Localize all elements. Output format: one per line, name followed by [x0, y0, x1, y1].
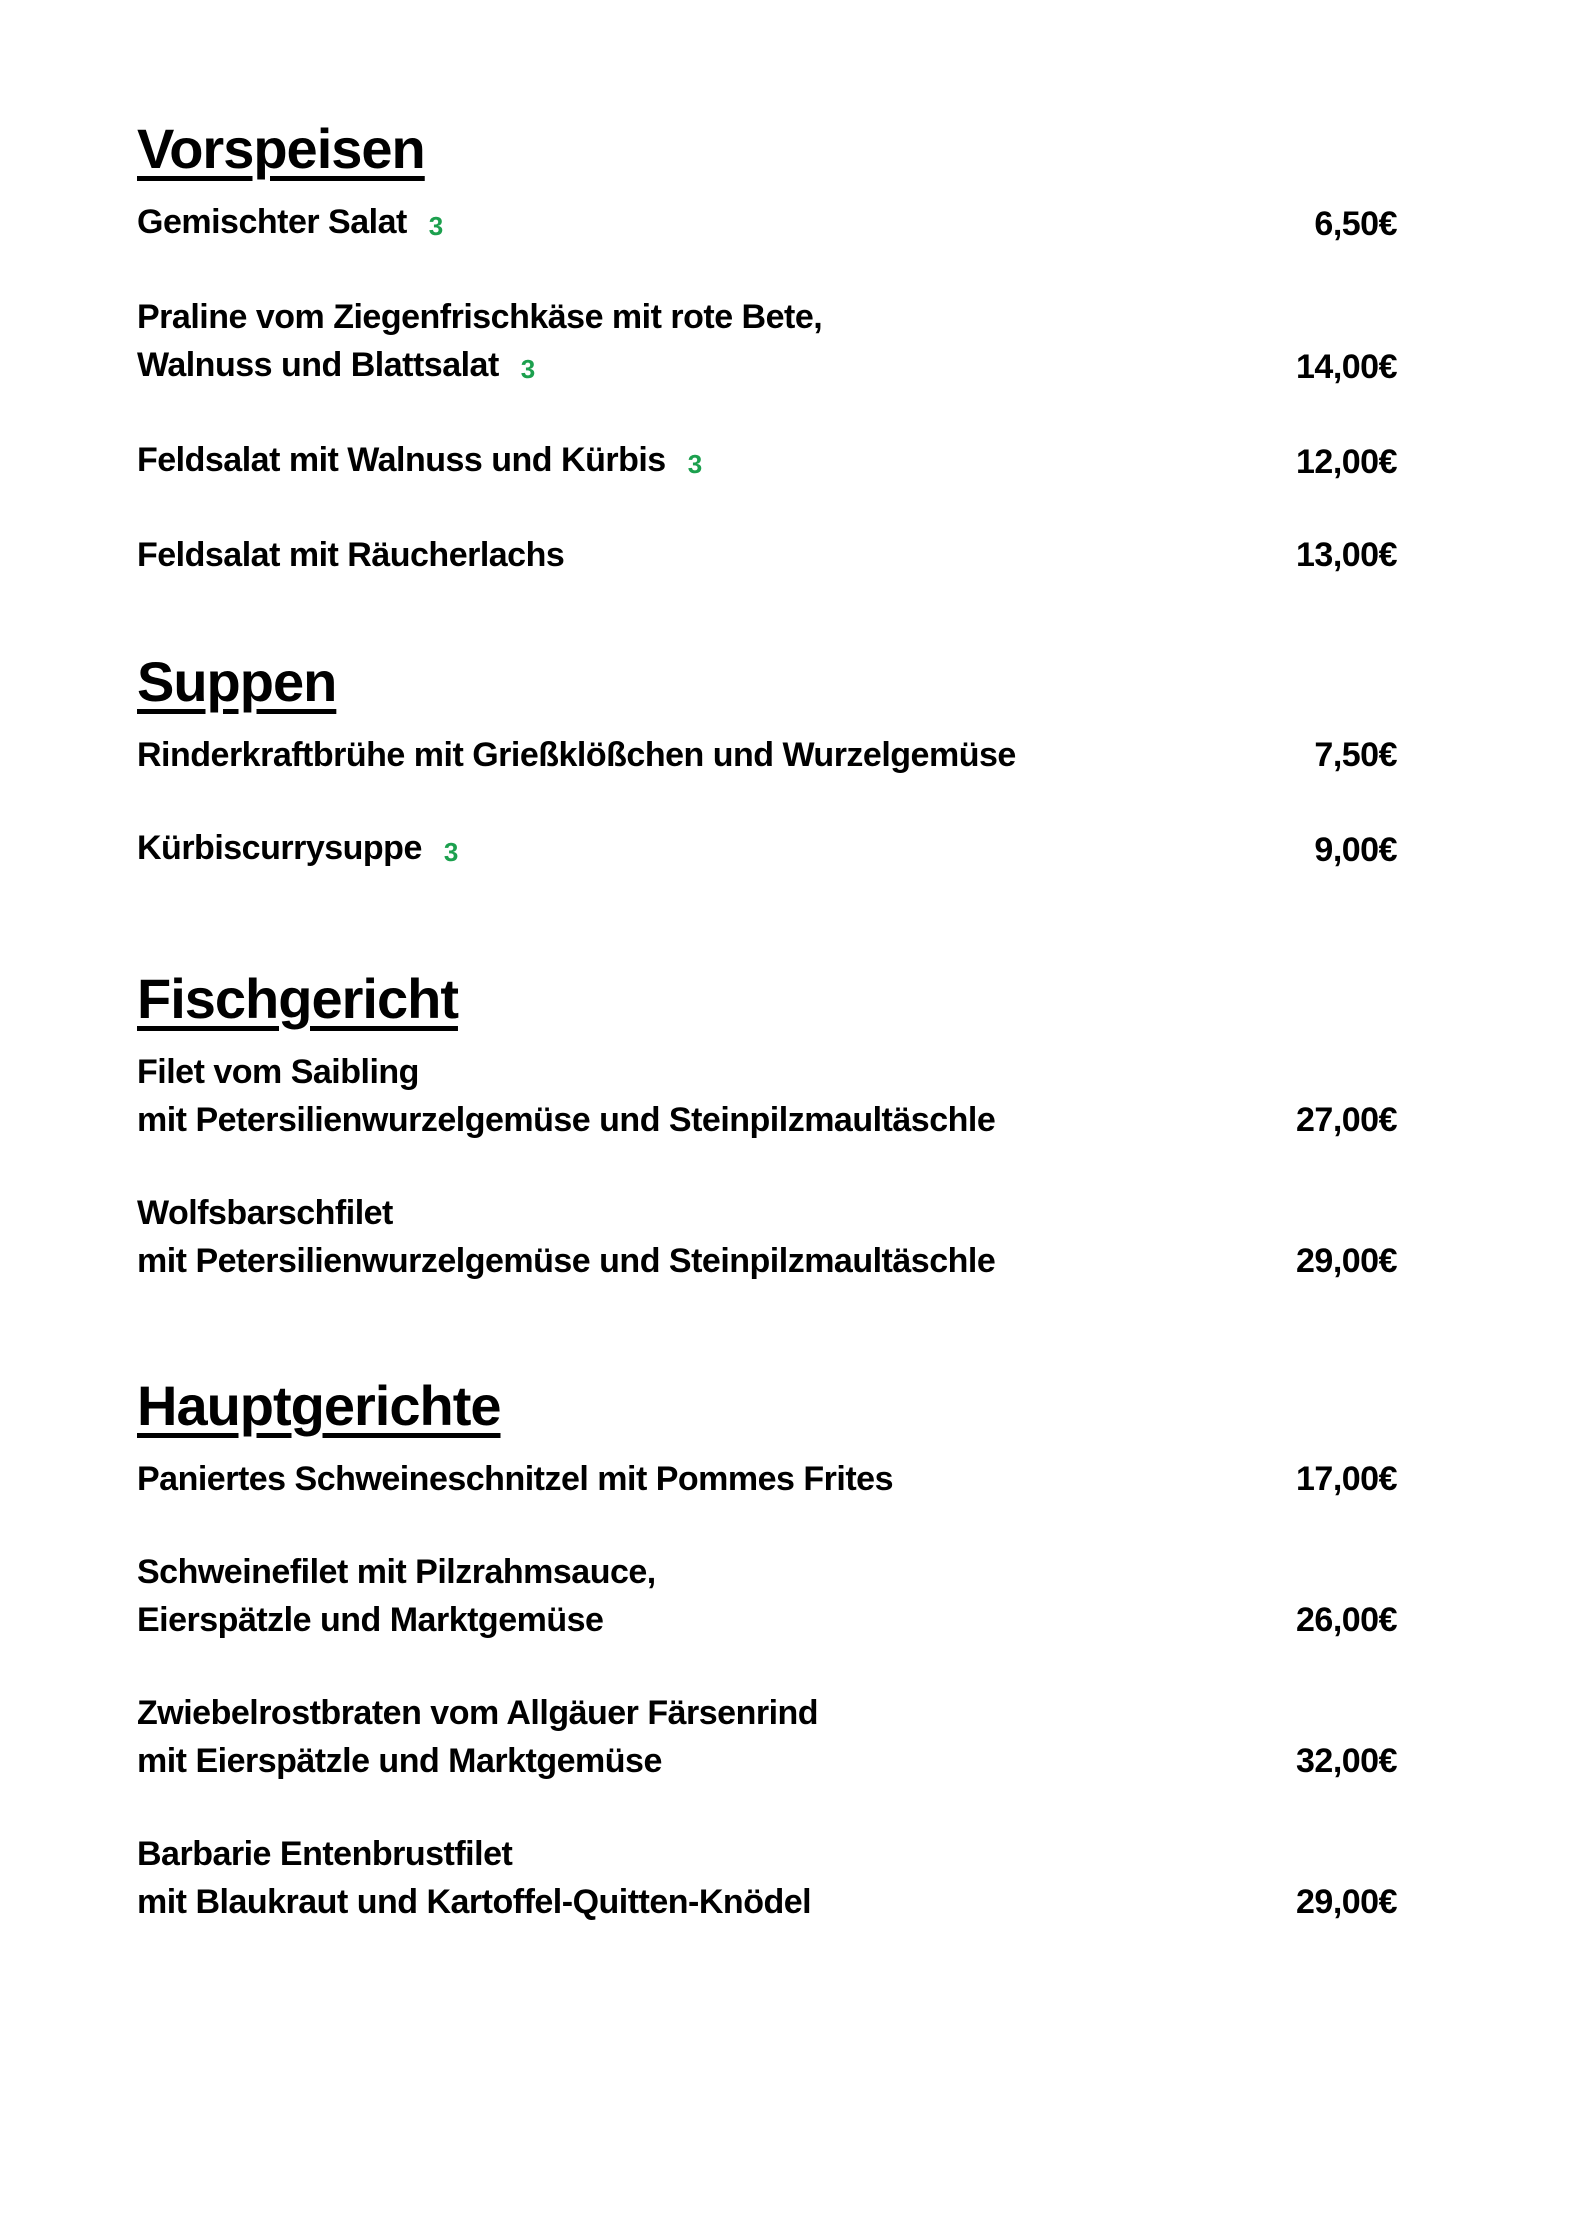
menu-item	[137, 1048, 1397, 1144]
item-price: 14,00€	[1296, 348, 1397, 386]
menu-item	[137, 1689, 1397, 1785]
menu-item	[137, 1830, 1397, 1926]
menu-item	[137, 198, 1397, 248]
item-line-text: Wolfsbarschfilet	[137, 1194, 393, 1232]
menu-content	[137, 116, 1397, 1926]
menu-section-hauptgerichte	[137, 1373, 1397, 1926]
item-line	[137, 1548, 656, 1596]
section-title: Suppen	[137, 650, 337, 713]
item-line-text: Feldsalat mit Räucherlachs	[137, 536, 565, 574]
item-line	[137, 1689, 818, 1737]
item-name	[137, 1048, 995, 1144]
allergen-number: 3	[428, 211, 443, 241]
item-name	[137, 1689, 818, 1785]
item-line	[137, 1596, 656, 1644]
item-price: 9,00€	[1314, 831, 1397, 869]
item-line	[137, 1830, 811, 1878]
item-line	[137, 1189, 995, 1237]
item-line-text: Schweinefilet mit Pilzrahmsauce,	[137, 1553, 656, 1591]
item-line-text: Filet vom Saibling	[137, 1053, 419, 1091]
item-name	[137, 1830, 811, 1926]
item-line	[137, 1237, 995, 1285]
item-line	[137, 1096, 995, 1144]
item-price: 29,00€	[1296, 1883, 1397, 1921]
item-name	[137, 1455, 893, 1503]
item-line	[137, 824, 458, 874]
item-price: 6,50€	[1314, 205, 1397, 243]
menu-item	[137, 1189, 1397, 1285]
item-price: 12,00€	[1296, 443, 1397, 481]
item-line	[137, 731, 1016, 779]
item-line	[137, 341, 822, 391]
item-line-text: Zwiebelrostbraten vom Allgäuer Färsenrind	[137, 1694, 819, 1732]
menu-item	[137, 293, 1397, 391]
item-line-text: Eierspätzle und Marktgemüse	[137, 1601, 604, 1639]
menu-item	[137, 1548, 1397, 1644]
allergen-number: 3	[687, 449, 702, 479]
section-title: Fischgericht	[137, 967, 458, 1030]
menu-section-fischgericht	[137, 966, 1397, 1285]
section-title: Vorspeisen	[137, 117, 425, 180]
item-name	[137, 293, 822, 391]
menu-section-suppen	[137, 649, 1397, 874]
menu-section-vorspeisen	[137, 116, 1397, 579]
item-price: 17,00€	[1296, 1460, 1397, 1498]
item-line-text: Gemischter Salat	[137, 203, 407, 241]
section-title: Hauptgerichte	[137, 1374, 501, 1437]
item-name	[137, 824, 458, 874]
item-price: 29,00€	[1296, 1242, 1397, 1280]
item-line-text: Kürbiscurrysuppe	[137, 829, 422, 867]
item-name	[137, 531, 564, 579]
item-name	[137, 731, 1016, 779]
item-line-text: Walnuss und Blattsalat	[137, 346, 499, 384]
item-price: 26,00€	[1296, 1601, 1397, 1639]
allergen-number: 3	[520, 354, 535, 384]
item-price: 27,00€	[1296, 1101, 1397, 1139]
item-line-text: mit Petersilienwurzelgemüse und Steinpilzmaultäschle	[137, 1101, 996, 1139]
menu-item	[137, 731, 1397, 779]
menu-item	[137, 436, 1397, 486]
item-line	[137, 1048, 995, 1096]
item-line	[137, 1455, 893, 1503]
item-line	[137, 531, 564, 579]
item-price: 13,00€	[1296, 536, 1397, 574]
menu-item	[137, 1455, 1397, 1503]
item-line-text: mit Eierspätzle und Marktgemüse	[137, 1742, 662, 1780]
item-line-text: Feldsalat mit Walnuss und Kürbis	[137, 441, 666, 479]
item-line	[137, 1737, 818, 1785]
item-price: 32,00€	[1296, 1742, 1397, 1780]
item-line	[137, 436, 702, 486]
item-line-text: mit Petersilienwurzelgemüse und Steinpilzmaultäschle	[137, 1242, 996, 1280]
item-line-text: Rinderkraftbrühe mit Grießklößchen und Wurzelgemüse	[137, 736, 1016, 774]
item-price: 7,50€	[1314, 736, 1397, 774]
item-line	[137, 198, 443, 248]
item-line-text: mit Blaukraut und Kartoffel-Quitten-Knödel	[137, 1883, 812, 1921]
item-name	[137, 436, 702, 486]
item-name	[137, 198, 443, 248]
item-name	[137, 1189, 995, 1285]
item-line-text: Praline vom Ziegenfrischkäse mit rote Bete,	[137, 298, 823, 336]
allergen-number: 3	[443, 837, 458, 867]
item-line-text: Paniertes Schweineschnitzel mit Pommes Frites	[137, 1460, 893, 1498]
menu-item	[137, 824, 1397, 874]
item-line	[137, 293, 822, 341]
menu-item	[137, 531, 1397, 579]
item-line	[137, 1878, 811, 1926]
item-name	[137, 1548, 656, 1644]
item-line-text: Barbarie Entenbrustfilet	[137, 1835, 513, 1873]
